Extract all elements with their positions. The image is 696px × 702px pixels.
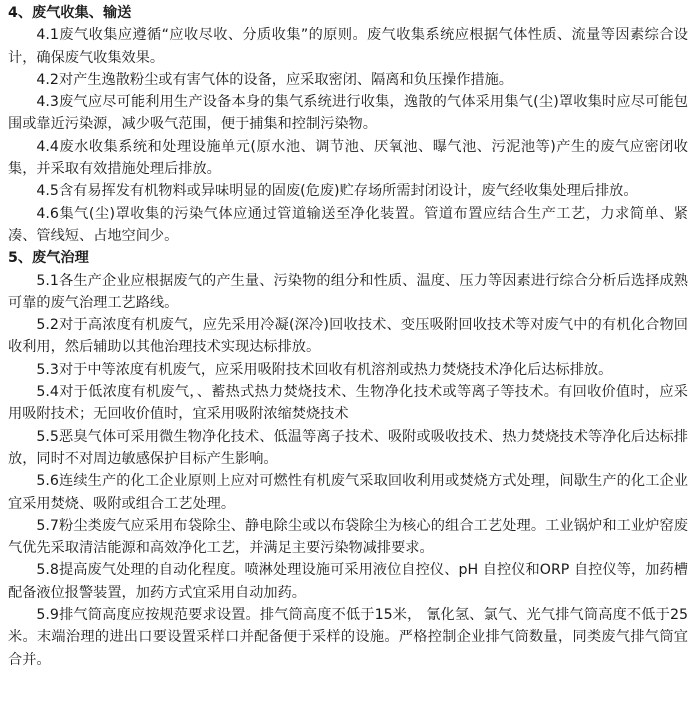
paragraph-5-7: 5.7粉尘类废气应采用布袋除尘、静电除尘或以布袋除尘为核心的组合工艺处理。工业锅炉和工业炉窑废气优先采取清洁能源和高效净化工艺，并满足主要污染物减排要求。 [8,517,688,557]
paragraph-4-5: 4.5含有易挥发有机物料或异味明显的固废(危废)贮存场所需封闭设计，废气经收集处理后排放。 [36,183,638,200]
paragraph-5-2: 5.2对于高浓度有机废气，应先采用冷凝(深冷)回收技术、变压吸附回收技术等对废气中的有机化合物回收利用，然后辅助以其他治理技术实现达标排放。 [8,317,688,356]
section-4-heading: 4、废气收集、输送 [8,5,132,21]
paragraph-5-1: 5.1各生产企业应根据废气的产生量、污染物的组分和性质、温度、压力等因素进行综合分析后选择成熟可靠的废气治理工艺路线。 [8,272,688,311]
paragraph-4-2: 4.2对产生逸散粉尘或有害气体的设备，应采取密闭、隔离和负压操作措施。 [36,71,513,88]
paragraph-4-6: 4.6集气(尘)罩收集的污染气体应通过管道输送至净化装置。管道布置应结合生产工艺，力求简单、紧凑、管线短、占地空间少。 [8,205,688,244]
paragraph-5-4: 5.4对于低浓度有机废气，、蓄热式热力焚烧技术、生物净化技术或等离子等技术。有回收价值时，应采用吸附技术；无回收价值时，宜采用吸附浓缩焚烧技术 [8,384,688,423]
paragraph-5-9: 5.9排气筒高度应按规范要求设置。排气筒高度不低于15米， 氰化氢、氯气、光气排气筒高度不低于25米。末端治理的进出口要设置采样口并配备便于采样的设施。严格控制企业排气筒数量，同类废气排气筒宜合并。 [8,607,688,668]
paragraph-5-8: 5.8提高废气处理的自动化程度。喷淋处理设施可采用液位自控仪、pH 自控仪和ORP 自控仪等，加药槽配备液位报警装置，加药方式宜采用自动加药。 [8,562,688,601]
paragraph-5-5: 5.5恶臭气体可采用微生物净化技术、低温等离子技术、吸附或吸收技术、热力焚烧技术等净化后达标排放，同时不对周边敏感保护目标产生影响。 [8,428,688,467]
paragraph-4-1: 4.1废气收集应遵循“应收尽收、分质收集”的原则。废气收集系统应根据气体性质、流量等因素综合设计，确保废气收集效果。 [8,27,688,66]
paragraph-5-6: 5.6连续生产的化工企业原则上应对可燃性有机废气采取回收利用或焚烧方式处理，间歇生产的化工企业宜采用焚烧、吸附或组合工艺处理。 [8,473,688,512]
paragraph-4-3: 4.3废气应尽可能利用生产设备本身的集气系统进行收集，逸散的气体采用集气(尘)罩收集时应尽可能包围或靠近污染源，减少吸气范围，便于捕集和控制污染物。 [8,94,688,133]
section-5-heading: 5、废气治理 [8,250,89,267]
paragraph-5-3: 5.3对于中等浓度有机废气，应采用吸附技术回收有机溶剂或热力焚烧技术净化后达标排放。 [36,361,613,378]
paragraph-4-4: 4.4废水收集系统和处理设施单元(原水池、调节池、厌氧池、曝气池、污泥池等)产生的废气应密闭收集，并采取有效措施处理后排放。 [8,138,688,178]
